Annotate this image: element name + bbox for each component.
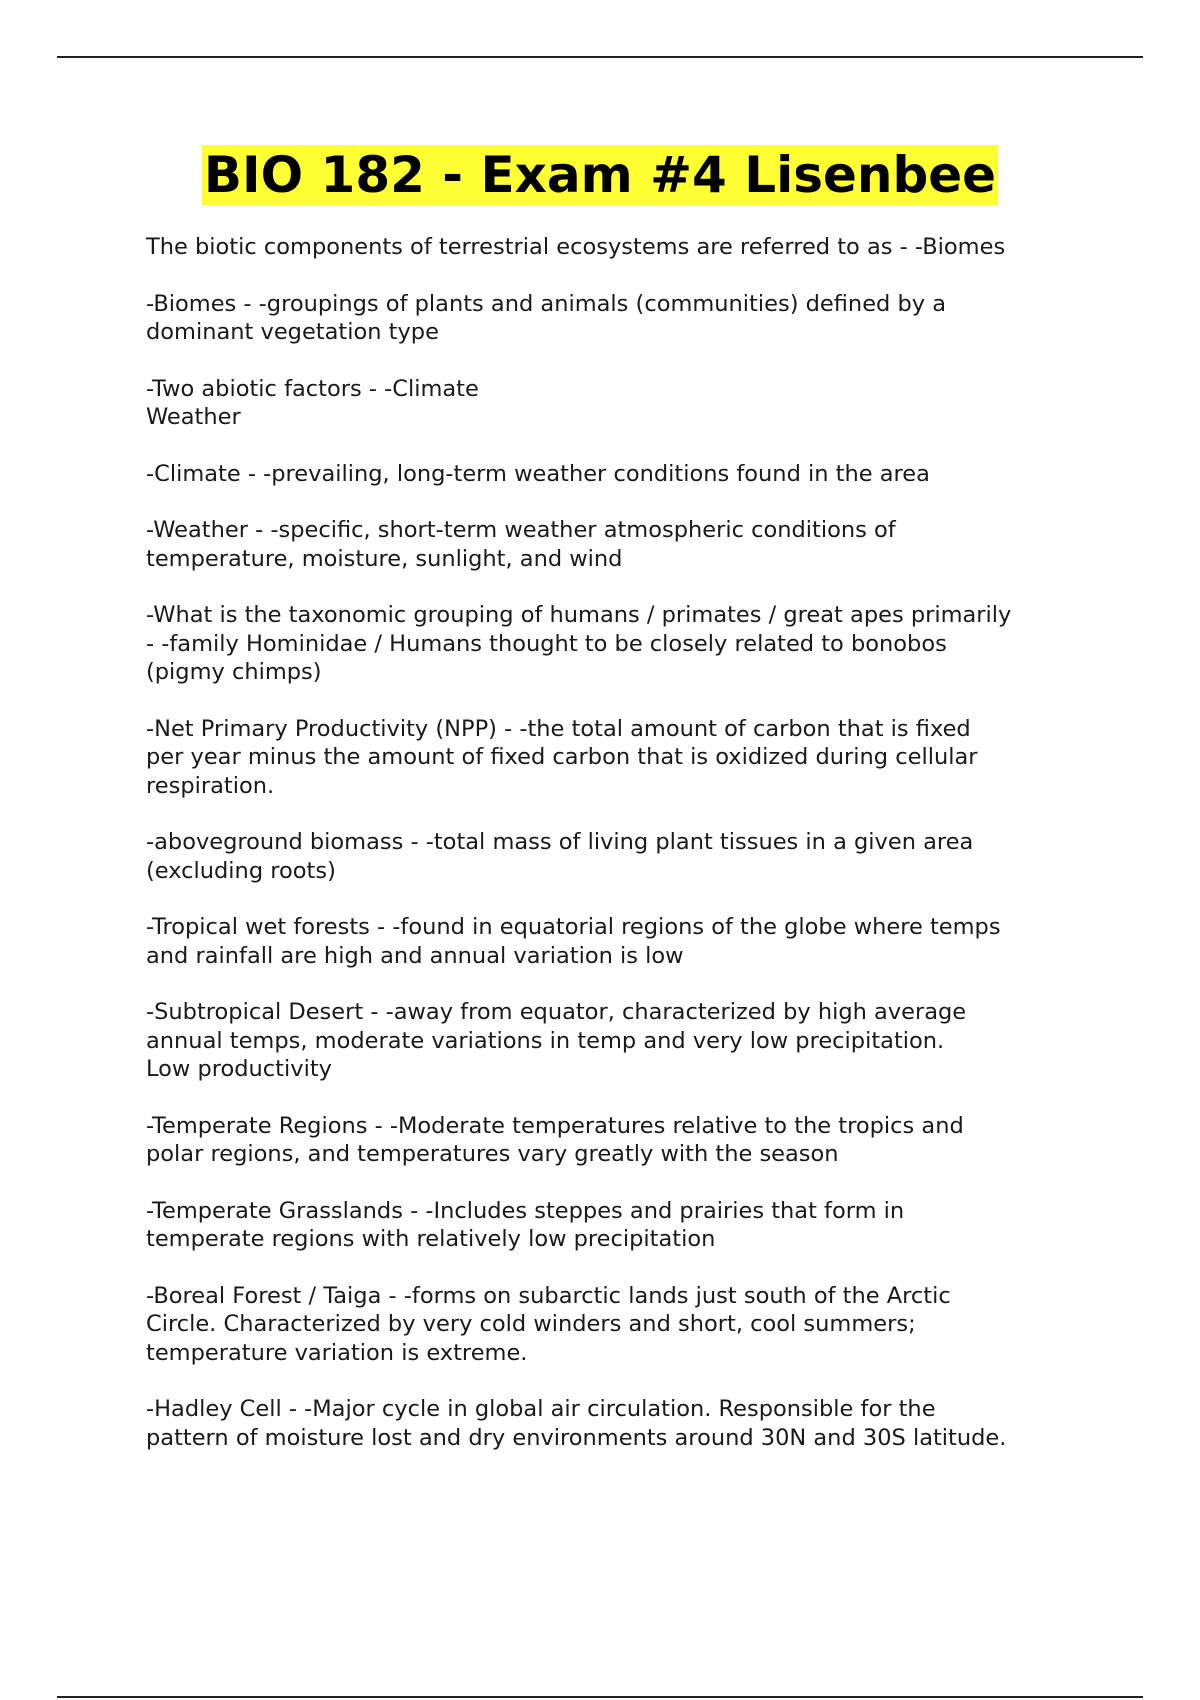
- title-container: [0, 145, 1200, 205]
- flashcard-entry: -Tropical wet forests - -found in equatorial regions of the globe where temps and rainfall are high and annual variation is low: [146, 914, 1001, 969]
- flashcard-entry: -Boreal Forest / Taiga - -forms on subarctic lands just south of the Arctic Circle. Characterized by very cold winders and short, cool summers; temperature variation is extreme.: [146, 1282, 951, 1366]
- flashcard-entry: -Climate - -prevailing, long-term weather conditions found in the area: [146, 460, 930, 487]
- flashcard-entry: -Weather - -specific, short-term weather atmospheric conditions of temperature, moisture, sunlight, and wind: [146, 517, 896, 572]
- flashcard-entry: -Temperate Grasslands - -Includes steppes and prairies that form in temperate regions with relatively low precipitation: [146, 1197, 905, 1252]
- flashcard-entry: -Subtropical Desert - -away from equator, characterized by high average annual temps, moderate variations in temp and very low precipitation. Low productivity: [146, 999, 967, 1082]
- page-title: BIO 182 - Exam #4 Lisenbee: [203, 146, 997, 204]
- flashcard-entry: -Net Primary Productivity (NPP) - -the total amount of carbon that is fixed per year minus the amount of fixed carbon that is oxidized during cellular respiration.: [146, 715, 978, 799]
- flashcard-entry: -Hadley Cell - -Major cycle in global air circulation. Responsible for the pattern of moisture lost and dry environments around 30N and 30S latitude.: [146, 1396, 1007, 1451]
- flashcard-entry: -What is the taxonomic grouping of humans / primates / great apes primarily - -family Hominidae / Humans thought to be closely related to bonobos (pigmy chimps): [146, 602, 1012, 685]
- top-divider: [57, 56, 1143, 58]
- flashcard-entry: -aboveground biomass - -total mass of living plant tissues in a given area (excluding roots): [146, 829, 974, 884]
- bottom-divider: [57, 1696, 1143, 1698]
- flashcard-entry: -Two abiotic factors - -Climate Weather: [146, 375, 479, 430]
- flashcard-entry: -Biomes - -groupings of plants and animals (communities) defined by a dominant vegetation type: [146, 290, 947, 345]
- flashcard-entry: -Temperate Regions - -Moderate temperatures relative to the tropics and polar regions, and temperatures vary greatly with the season: [146, 1112, 964, 1167]
- document-body: [146, 233, 1096, 1480]
- flashcard-entry: The biotic components of terrestrial ecosystems are referred to as - -Biomes: [146, 234, 1006, 260]
